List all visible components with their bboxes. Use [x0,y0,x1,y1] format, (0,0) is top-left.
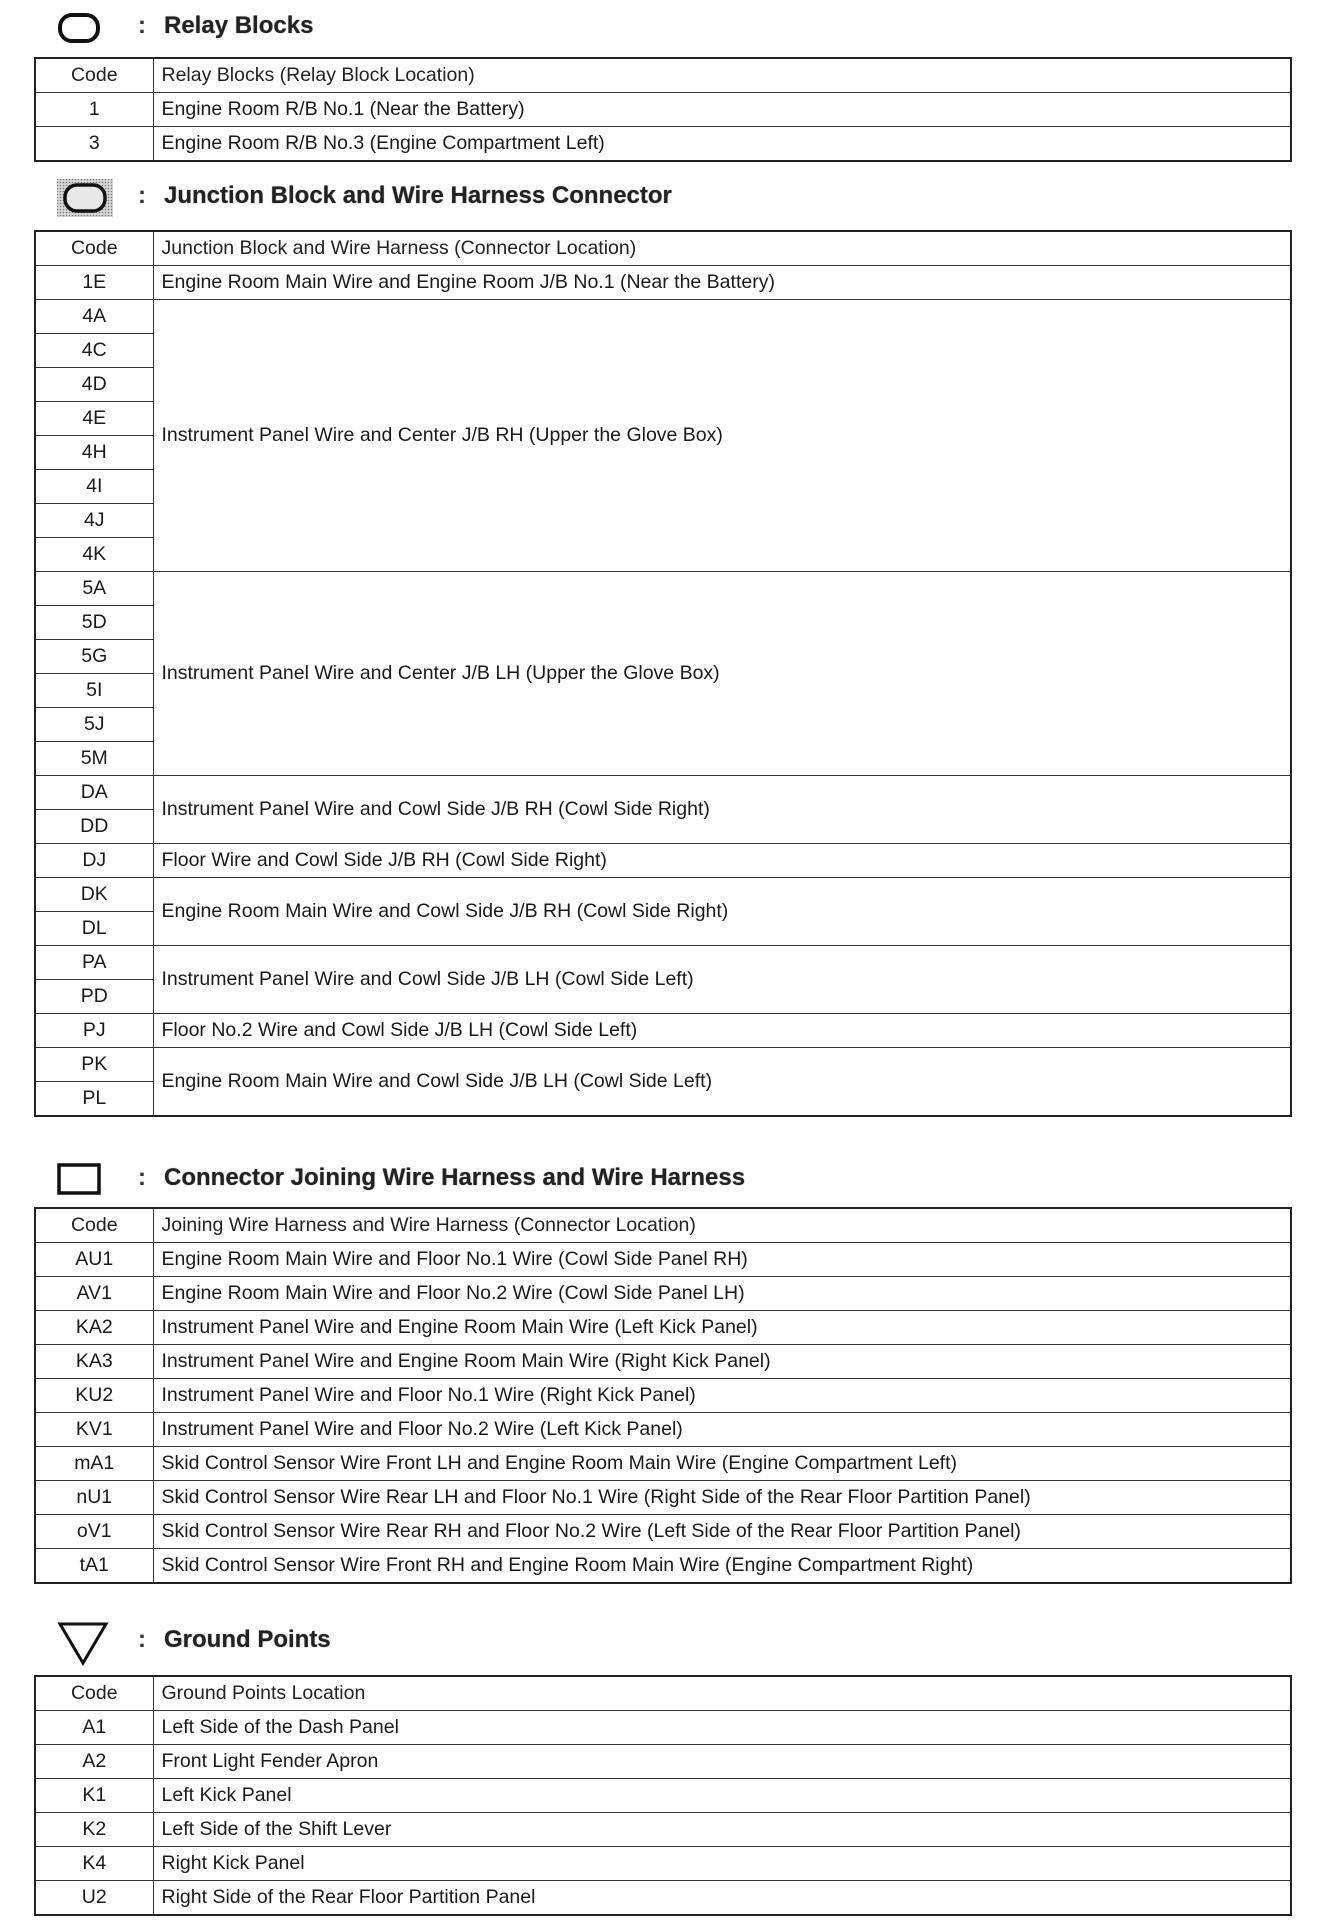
location-cell: Instrument Panel Wire and Engine Room Main Wire (Left Kick Panel) [153,1311,1291,1345]
code-cell: PL [35,1082,153,1117]
location-cell: Engine Room Main Wire and Engine Room J/B No.1 (Near the Battery) [153,266,1291,300]
table-row [35,1847,1291,1881]
code-header: Code [35,1676,153,1711]
location-cell: Instrument Panel Wire and Engine Room Main Wire (Right Kick Panel) [153,1345,1291,1379]
code-cell: KU2 [35,1379,153,1413]
code-cell: DL [35,912,153,946]
location-cell: Instrument Panel Wire and Center J/B LH (Upper the Glove Box) [153,572,1291,776]
code-cell: KA2 [35,1311,153,1345]
code-cell: 3 [35,127,153,162]
table-row [35,1311,1291,1345]
code-cell: 4E [35,402,153,436]
table-row [35,946,1291,980]
code-header: Code [35,58,153,93]
table-row [35,1515,1291,1549]
table-row [35,1345,1291,1379]
triangle-down-outline-icon [56,1620,110,1666]
code-cell: DD [35,810,153,844]
code-header: Code [35,231,153,266]
location-header: Joining Wire Harness and Wire Harness (Connector Location) [153,1208,1291,1243]
location-cell: Skid Control Sensor Wire Rear RH and Floor No.2 Wire (Left Side of the Rear Floor Partition Panel) [153,1515,1291,1549]
code-cell: PA [35,946,153,980]
code-cell: tA1 [35,1549,153,1584]
table-row [35,93,1291,127]
location-cell: Front Light Fender Apron [153,1745,1291,1779]
table-header-row [35,58,1291,93]
location-cell: Left Side of the Shift Lever [153,1813,1291,1847]
ground-points-title: Ground Points [164,1626,331,1653]
code-cell: AV1 [35,1277,153,1311]
code-cell: A1 [35,1711,153,1745]
location-cell: Right Side of the Rear Floor Partition Panel [153,1881,1291,1916]
connector-joining-table [34,1207,1292,1584]
code-cell: 5J [35,708,153,742]
location-cell: Floor No.2 Wire and Cowl Side J/B LH (Cowl Side Left) [153,1014,1291,1048]
table-row [35,1711,1291,1745]
code-cell: U2 [35,1881,153,1916]
table-row [35,1745,1291,1779]
location-header: Relay Blocks (Relay Block Location) [153,58,1291,93]
location-cell: Instrument Panel Wire and Cowl Side J/B LH (Cowl Side Left) [153,946,1291,1014]
relay-blocks-title: Relay Blocks [164,12,314,39]
code-cell: AU1 [35,1243,153,1277]
location-cell: Left Side of the Dash Panel [153,1711,1291,1745]
code-cell: 5A [35,572,153,606]
location-cell: Skid Control Sensor Wire Front RH and Engine Room Main Wire (Engine Compartment Right) [153,1549,1291,1584]
ground-points-heading: : Ground Points [0,1620,1328,1664]
code-cell: 4C [35,334,153,368]
code-cell: PK [35,1048,153,1082]
code-cell: 5D [35,606,153,640]
table-row [35,1481,1291,1515]
location-cell: Skid Control Sensor Wire Rear LH and Floor No.1 Wire (Right Side of the Rear Floor Partition Panel) [153,1481,1291,1515]
location-cell: Instrument Panel Wire and Center J/B RH (Upper the Glove Box) [153,300,1291,572]
shaded-rounded-rectangle-icon [56,178,114,218]
square-outline-icon [56,1162,102,1196]
code-cell: 4K [35,538,153,572]
table-row [35,1277,1291,1311]
code-cell: 5I [35,674,153,708]
table-row [35,1779,1291,1813]
location-cell: Engine Room Main Wire and Floor No.1 Wire (Cowl Side Panel RH) [153,1243,1291,1277]
table-header-row [35,1676,1291,1711]
junction-block-table [34,230,1292,1117]
table-row [35,266,1291,300]
code-cell: 1 [35,93,153,127]
location-cell: Engine Room R/B No.1 (Near the Battery) [153,93,1291,127]
location-cell: Instrument Panel Wire and Cowl Side J/B RH (Cowl Side Right) [153,776,1291,844]
table-row [35,878,1291,912]
table-row [35,1048,1291,1082]
code-cell: PJ [35,1014,153,1048]
table-row [35,300,1291,334]
table-row [35,1447,1291,1481]
table-row [35,776,1291,810]
table-row [35,1379,1291,1413]
code-header: Code [35,1208,153,1243]
code-cell: 1E [35,266,153,300]
code-cell: nU1 [35,1481,153,1515]
table-row [35,572,1291,606]
location-header: Ground Points Location [153,1676,1291,1711]
location-header: Junction Block and Wire Harness (Connector Location) [153,231,1291,266]
code-cell: KV1 [35,1413,153,1447]
location-cell: Floor Wire and Cowl Side J/B RH (Cowl Side Right) [153,844,1291,878]
code-cell: oV1 [35,1515,153,1549]
junction-block-title: Junction Block and Wire Harness Connector [164,182,672,209]
code-cell: PD [35,980,153,1014]
table-row [35,127,1291,162]
location-cell: Instrument Panel Wire and Floor No.1 Wire (Right Kick Panel) [153,1379,1291,1413]
table-row [35,1413,1291,1447]
location-cell: Left Kick Panel [153,1779,1291,1813]
location-cell: Right Kick Panel [153,1847,1291,1881]
code-cell: K1 [35,1779,153,1813]
location-cell: Engine Room Main Wire and Floor No.2 Wire (Cowl Side Panel LH) [153,1277,1291,1311]
table-row [35,844,1291,878]
table-row [35,1549,1291,1584]
connector-joining-title: Connector Joining Wire Harness and Wire Harness [164,1164,746,1191]
code-cell: DA [35,776,153,810]
ground-points-table [34,1675,1292,1916]
code-cell: 5M [35,742,153,776]
code-cell: KA3 [35,1345,153,1379]
table-header-row [35,1208,1291,1243]
code-cell: 4H [35,436,153,470]
connector-joining-heading: : Connector Joining Wire Harness and Wire Harness [0,1158,1328,1202]
table-row [35,1243,1291,1277]
rounded-rectangle-outline-icon [56,10,102,46]
code-cell: 5G [35,640,153,674]
code-cell: DK [35,878,153,912]
location-cell: Skid Control Sensor Wire Front LH and Engine Room Main Wire (Engine Compartment Left) [153,1447,1291,1481]
location-cell: Engine Room Main Wire and Cowl Side J/B LH (Cowl Side Left) [153,1048,1291,1117]
location-cell: Instrument Panel Wire and Floor No.2 Wire (Left Kick Panel) [153,1413,1291,1447]
junction-block-heading: : Junction Block and Wire Harness Connector [0,176,1328,220]
code-cell: 4J [35,504,153,538]
code-cell: DJ [35,844,153,878]
code-cell: 4D [35,368,153,402]
table-row [35,1014,1291,1048]
relay-blocks-table [34,57,1292,162]
code-cell: K4 [35,1847,153,1881]
location-cell: Engine Room R/B No.3 (Engine Compartment Left) [153,127,1291,162]
code-cell: mA1 [35,1447,153,1481]
table-row [35,1813,1291,1847]
code-cell: A2 [35,1745,153,1779]
code-cell: 4A [35,300,153,334]
code-cell: K2 [35,1813,153,1847]
table-header-row [35,231,1291,266]
code-cell: 4I [35,470,153,504]
table-row [35,1881,1291,1916]
relay-blocks-heading: : Relay Blocks [0,6,1328,50]
location-cell: Engine Room Main Wire and Cowl Side J/B RH (Cowl Side Right) [153,878,1291,946]
